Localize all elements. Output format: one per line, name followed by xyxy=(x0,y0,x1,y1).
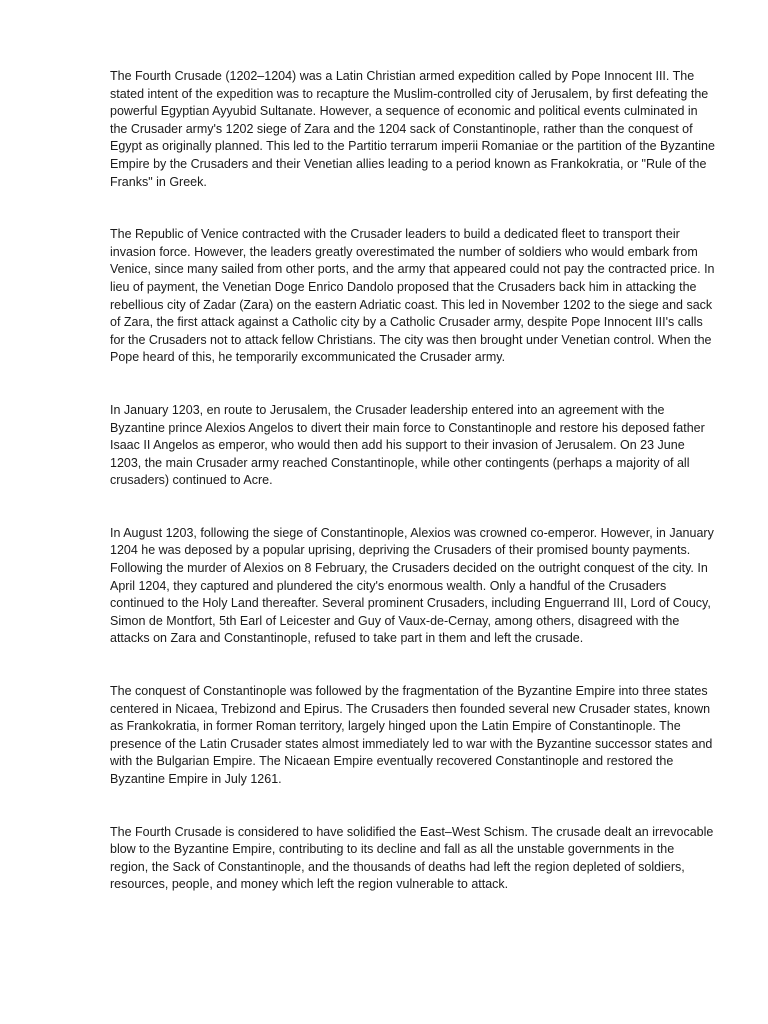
paragraph-6: The Fourth Crusade is considered to have solidified the East–West Schism. The crusade dealt an irrevocable blow to the Byzantine Empire, contributing to its decline and fall as all the unstable governments in the region, the Sack of Constantinople, and the thousands of deaths had left the region depleted of soldiers, resources, people, and money which left the region vulnerable to attack. xyxy=(110,824,714,892)
paragraph-4: In August 1203, following the siege of Constantinople, Alexios was crowned co-emperor. However, in January 1204 he was deposed by a popular uprising, depriving the Crusaders of their promised bounty payments. Following the murder of Alexios on 8 February, the Crusaders decided on the outright conquest of the city. In April 1204, they captured and plundered the city's enormous wealth. Only a handful of the Crusaders continued to the Holy Land thereafter. Several prominent Crusaders, including Enguerrand III, Lord of Coucy, Simon de Montfort, 5th Earl of Leicester and Guy of Vaux-de-Cernay, among others, disagreed with the attacks on Zara and Constantinople, refused to take part in them and left the crusade. xyxy=(110,525,714,646)
paragraph-5: The conquest of Constantinople was followed by the fragmentation of the Byzantine Empire into three states centered in Nicaea, Trebizond and Epirus. The Crusaders then founded several new Crusader states, known as Frankokratia, in former Roman territory, largely hinged upon the Latin Empire of Constantinople. The presence of the Latin Crusader states almost immediately led to war with the Byzantine successor states and with the Bulgarian Empire. The Nicaean Empire eventually recovered Constantinople and restored the Byzantine Empire in July 1261. xyxy=(110,684,713,786)
paragraph-3: In January 1203, en route to Jerusalem, the Crusader leadership entered into an agreement with the Byzantine prince Alexios Angelos to divert their main force to Constantinople and restore his deposed father Isaac II Angelos as emperor, who would then add his support to their invasion of Jerusalem. On 23 June 1203, the main Crusader army reached Constantinople, while other contingents (perhaps a majority of all crusaders) continued to Acre. xyxy=(110,402,705,488)
paragraph-1: The Fourth Crusade (1202–1204) was a Latin Christian armed expedition called by Pope Innocent III. The stated intent of the expedition was to recapture the Muslim-controlled city of Jerusalem, by first defeating the powerful Egyptian Ayyubid Sultanate. However, a sequence of economic and political events culminated in the Crusader army's 1202 siege of Zara and the 1204 sack of Constantinople, rather than the conquest of Egypt as originally planned. This led to the Partitio terrarum imperii Romaniae or the partition of the Byzantine Empire by the Crusaders and their Venetian allies leading to a period known as Frankokratia, or "Rule of the Franks" in Greek. xyxy=(110,69,715,189)
paragraph-2: The Republic of Venice contracted with the Crusader leaders to build a dedicated fleet to transport their invasion force. However, the leaders greatly overestimated the number of soldiers who would embark from Venice, since many sailed from other ports, and the army that appeared could not pay the contracted price. In lieu of payment, the Venetian Doge Enrico Dandolo proposed that the Crusaders back him in attacking the rebellious city of Zadar (Zara) on the eastern Adriatic coast. This led in November 1202 to the siege and sack of Zara, the first attack against a Catholic city by a Catholic Crusader army, despite Pope Innocent III's calls for the Crusaders not to attack fellow Christians. The city was then brought under Venetian control. When the Pope heard of this, he temporarily excommunicated the Crusader army. xyxy=(110,227,715,365)
document-body xyxy=(110,68,715,929)
